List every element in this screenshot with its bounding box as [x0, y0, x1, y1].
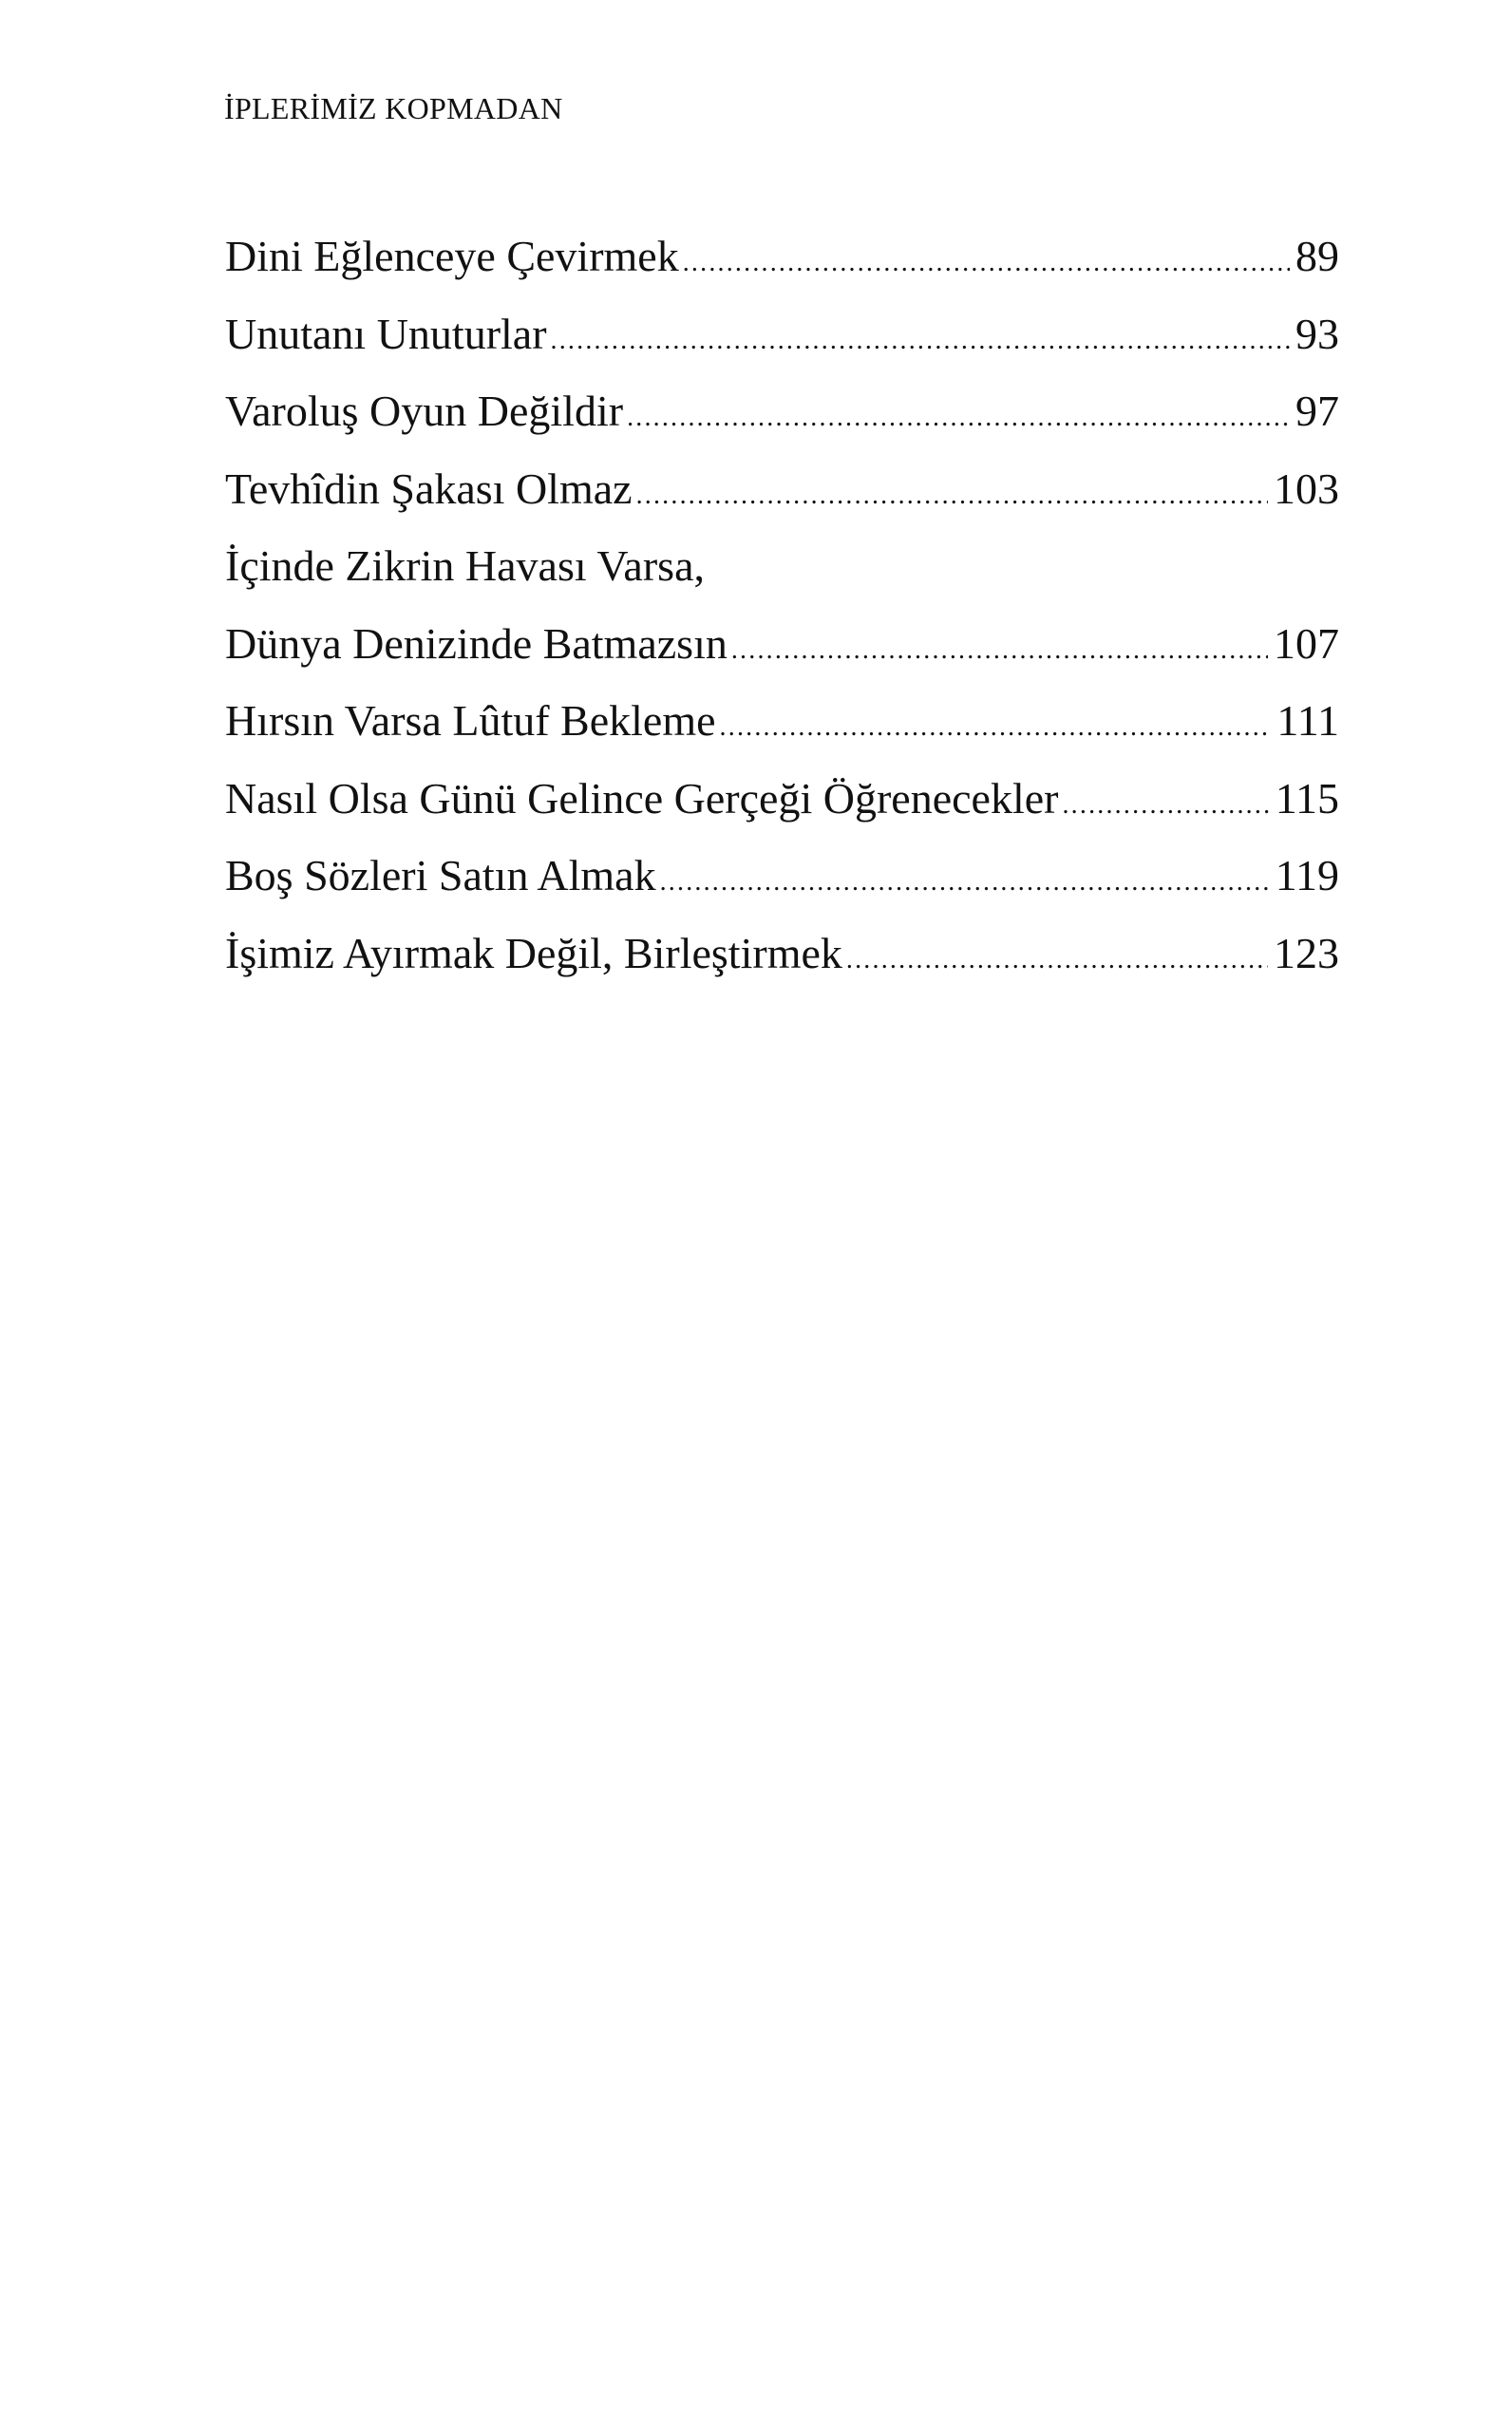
- toc-entry-page: 123: [1274, 928, 1339, 977]
- toc-entry-page: 107: [1274, 618, 1339, 668]
- dot-leader: [720, 699, 1272, 756]
- toc-entry[interactable]: [225, 692, 1339, 770]
- toc-entry-title: Boş Sözleri Satın Almak: [225, 851, 656, 899]
- toc-entry[interactable]: [225, 925, 1339, 1003]
- dot-leader: [683, 235, 1290, 292]
- toc-entry[interactable]: [225, 306, 1339, 384]
- toc-entry-page: 93: [1295, 309, 1339, 358]
- toc-entry[interactable]: [225, 770, 1339, 848]
- toc-entry[interactable]: [225, 615, 1339, 693]
- dot-leader: [1062, 777, 1269, 834]
- dot-leader: [627, 389, 1290, 446]
- toc-entry-page: 115: [1275, 773, 1339, 823]
- toc-entry-title: Dünya Denizinde Batmazsın: [225, 618, 728, 668]
- toc-entry-title: Unutanı Unuturlar: [225, 309, 547, 358]
- toc-entry-page: 103: [1274, 464, 1339, 513]
- toc-entry-title: Hırsın Varsa Lûtuf Bekleme: [225, 696, 716, 745]
- toc-entry-title-line1: İçinde Zikrin Havası Varsa,: [225, 541, 705, 590]
- toc-entry-title: Varoluş Oyun Değildir: [225, 387, 624, 435]
- toc-entry-page: 97: [1295, 387, 1339, 435]
- toc-entry[interactable]: [225, 383, 1339, 461]
- dot-leader: [731, 622, 1268, 679]
- toc-entry[interactable]: [225, 228, 1339, 306]
- toc-entry-page: 89: [1295, 232, 1339, 280]
- table-of-contents: [225, 228, 1339, 1002]
- toc-entry-continued-line[interactable]: [225, 538, 1339, 615]
- toc-entry-title: Tevhîdin Şakası Olmaz: [225, 464, 633, 513]
- toc-entry-title: Dini Eğlenceye Çevirmek: [225, 232, 679, 280]
- dot-leader: [660, 854, 1270, 911]
- toc-entry-page: 119: [1275, 851, 1339, 899]
- toc-entry-page: 111: [1276, 696, 1339, 745]
- toc-entry-title: İşimiz Ayırmak Değil, Birleştirmek: [225, 928, 842, 977]
- dot-leader: [636, 467, 1268, 524]
- toc-entry[interactable]: [225, 461, 1339, 539]
- toc-entry[interactable]: [225, 847, 1339, 925]
- toc-entry-title: Nasıl Olsa Günü Gelince Gerçeği Öğrenecekler: [225, 773, 1059, 823]
- running-head: İPLERİMİZ KOPMADAN: [224, 91, 563, 125]
- dot-leader: [846, 932, 1268, 989]
- dot-leader: [551, 312, 1290, 369]
